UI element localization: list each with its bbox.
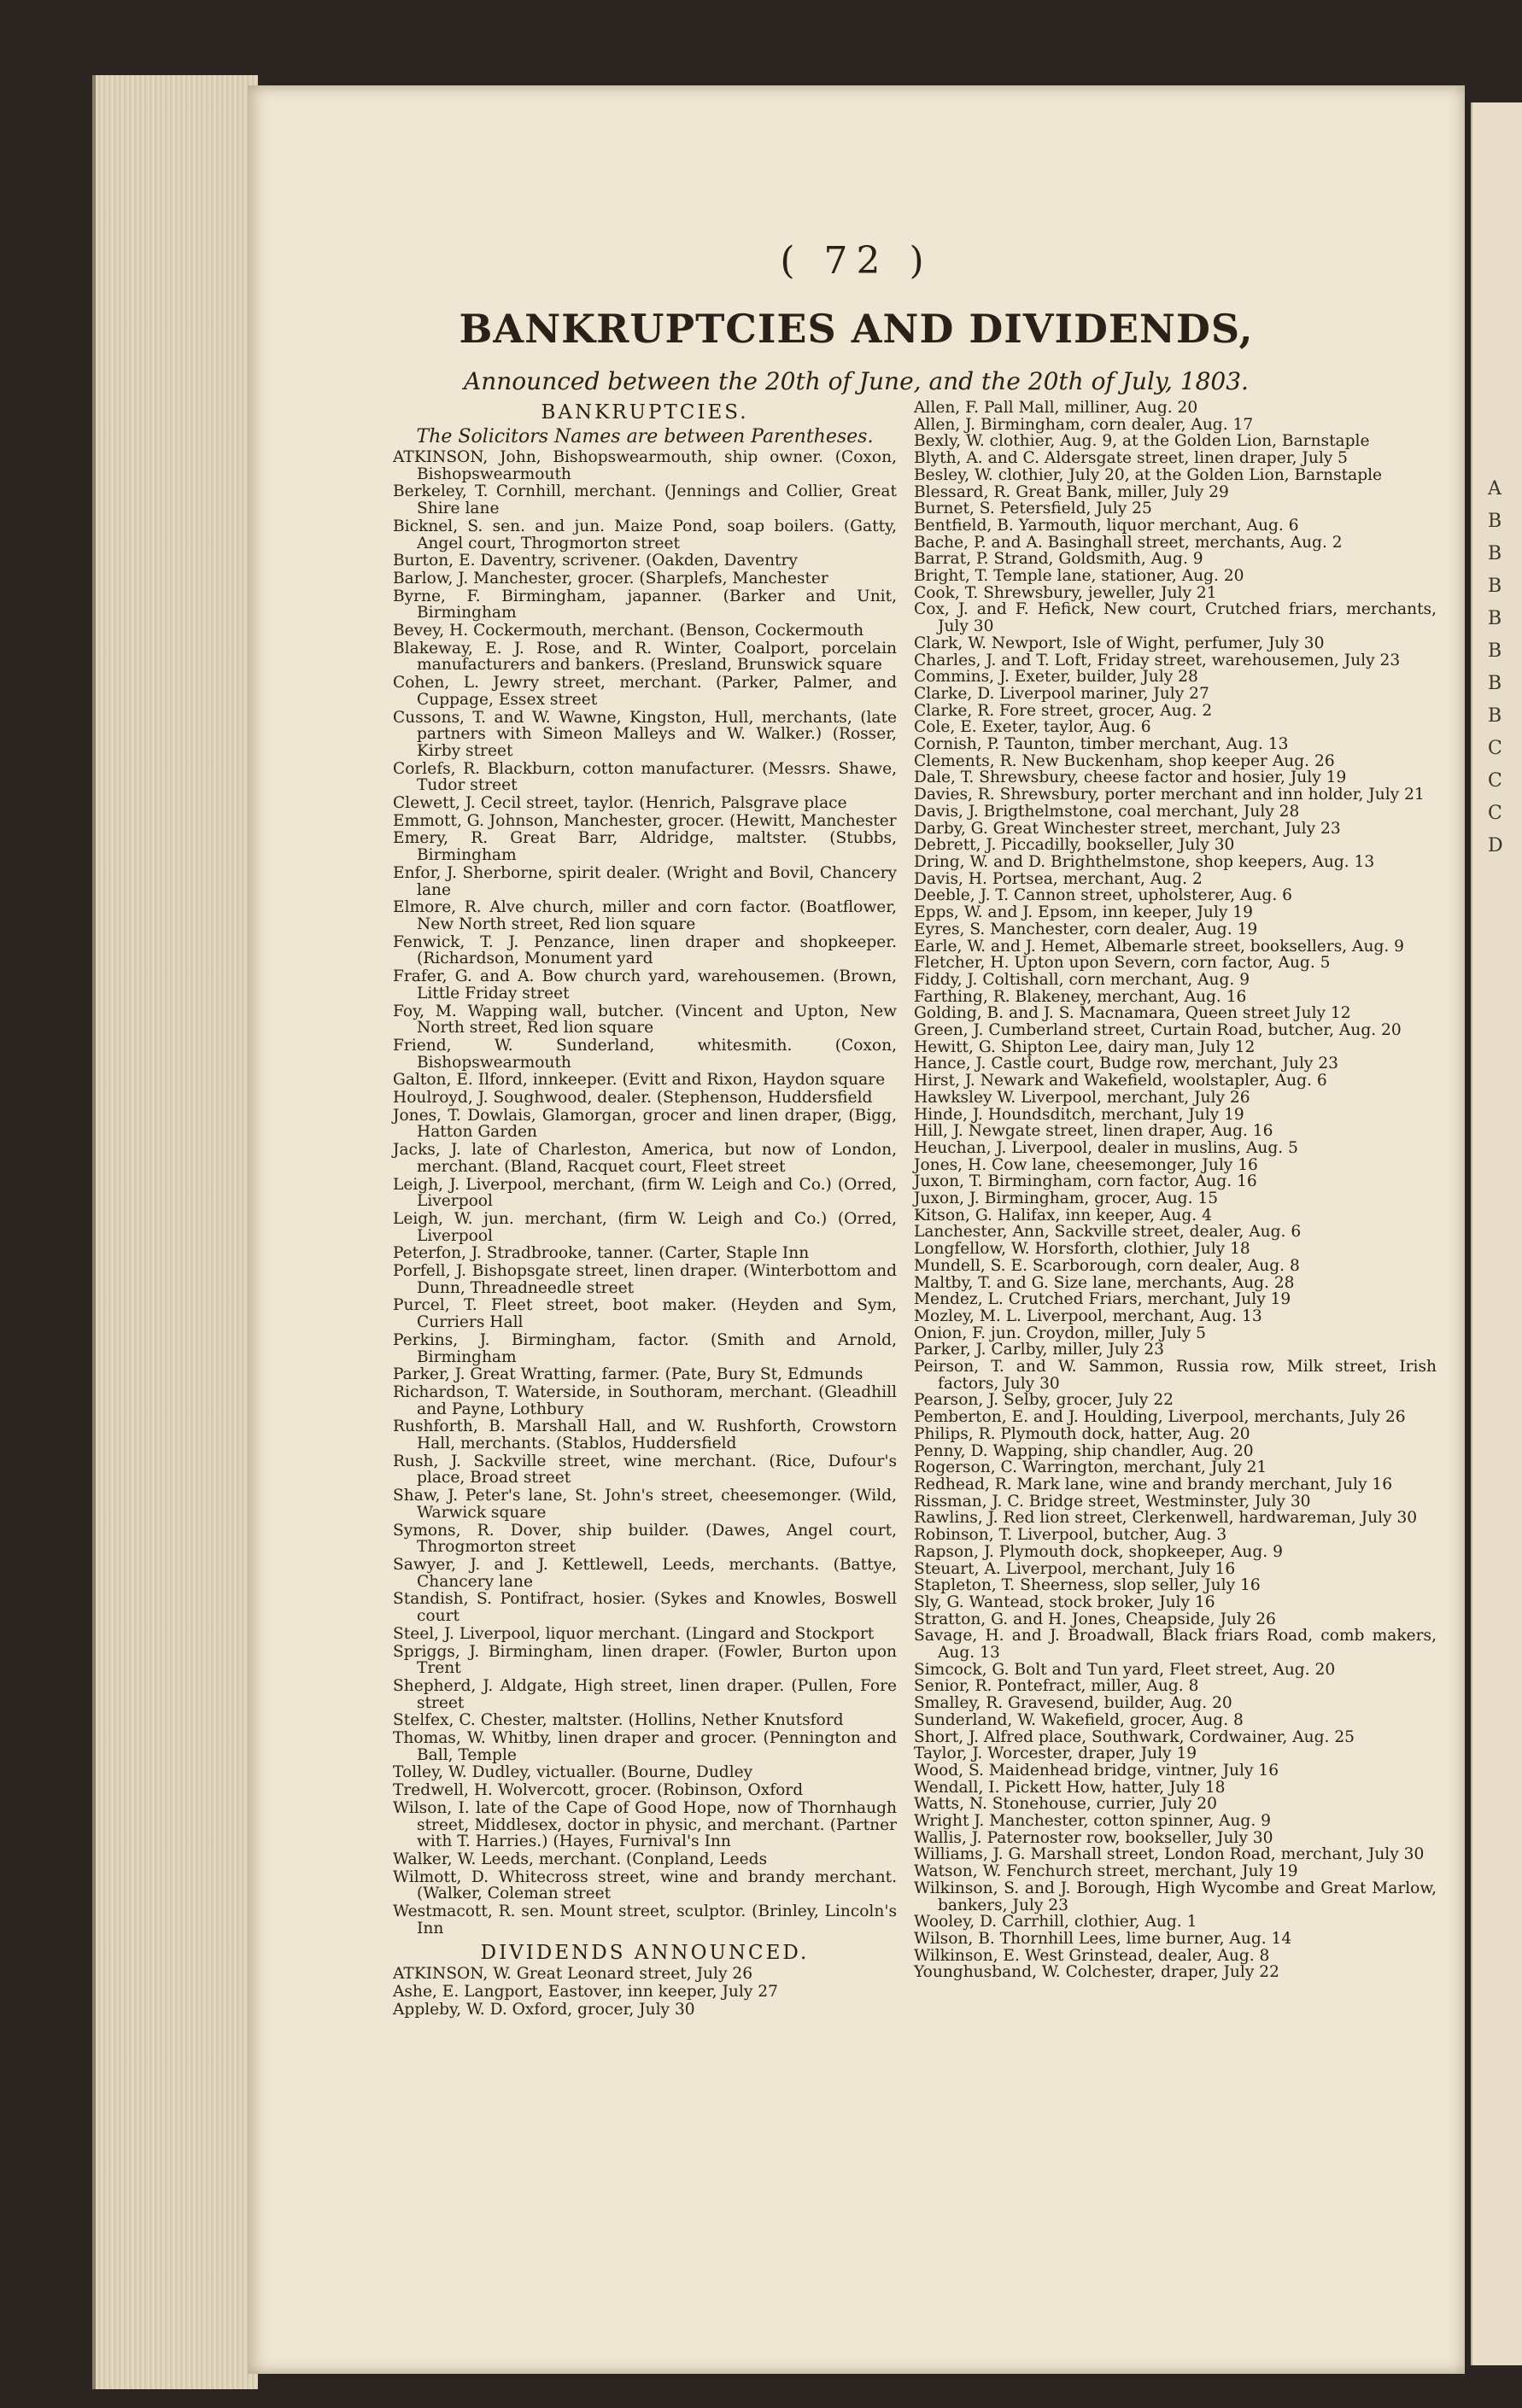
dividend-entry: Pemberton, E. and J. Houlding, Liverpool, merchants, July 26 — [914, 1408, 1406, 1427]
bankruptcy-entry: Steel, J. Liverpool, liquor merchant. (Lingard and Stockport — [393, 1624, 875, 1643]
dividends-heading: DIVIDENDS ANNOUNCED. — [480, 1942, 810, 1965]
dividend-entry: Jones, H. Cow lane, cheesemonger, July 16 — [914, 1155, 1258, 1174]
bankruptcy-entry: Emery, R. Great Barr, Aldridge, maltster. (Stubbs, Birmingham — [393, 829, 897, 865]
dividend-entry: Rawlins, J. Red lion street, Clerkenwell, hardwareman, July 30 — [914, 1509, 1418, 1528]
dividend-entry: Davis, H. Portsea, merchant, Aug. 2 — [914, 869, 1203, 888]
dividend-entry: Hewitt, G. Shipton Lee, dairy man, July 12 — [914, 1037, 1256, 1056]
next-page-letter: A — [1488, 478, 1502, 500]
dividend-entry: Golding, B. and J. S. Macnamara, Queen street July 12 — [914, 1004, 1351, 1023]
bankruptcy-entry: Corlefs, R. Blackburn, cotton manufacturer. (Messrs. Shawe, Tudor street — [393, 759, 897, 795]
bankruptcies-heading: BANKRUPTCIES. — [541, 401, 749, 424]
dividend-entry: Davies, R. Shrewsbury, porter merchant and inn holder, July 21 — [914, 786, 1425, 804]
bankruptcy-entry: Tredwell, H. Wolvercott, grocer. (Robinson, Oxford — [393, 1781, 804, 1800]
dividend-entry: Rogerson, C. Warrington, merchant, July 21 — [914, 1458, 1267, 1477]
bankruptcy-entry: Foy, M. Wapping wall, butcher. (Vincent and Upton, New North street, Red lion square — [393, 1002, 897, 1037]
dividend-list-continued — [914, 400, 1437, 1981]
bankruptcy-entry: Frafer, G. and A. Bow church yard, warehousemen. (Brown, Little Friday street — [393, 967, 897, 1002]
page-title: BANKRUPTCIES AND DIVIDENDS, — [459, 306, 1254, 352]
dividend-entry: Rapson, J. Plymouth dock, shopkeeper, Aug. 9 — [914, 1542, 1283, 1561]
bankruptcy-entry: Rush, J. Sackville street, wine merchant. (Rice, Dufour's place, Broad street — [393, 1452, 897, 1487]
dividend-entry: Blessard, R. Great Bank, miller, July 29 — [914, 482, 1229, 501]
dividend-entry: Mendez, L. Crutched Friars, merchant, July 19 — [914, 1290, 1291, 1309]
dividend-entry: Heuchan, J. Liverpool, dealer in muslins, Aug. 5 — [914, 1138, 1298, 1157]
bankruptcy-entry: Westmacott, R. sen. Mount street, sculptor. (Brinley, Lincoln's Inn — [393, 1902, 897, 1938]
dividend-entry: Ashe, E. Langport, Eastover, inn keeper, July 27 — [393, 1983, 778, 2002]
bankruptcy-entry: Jones, T. Dowlais, Glamorgan, grocer and linen draper, (Bigg, Hatton Garden — [393, 1106, 897, 1142]
dividend-entry: Wilkinson, E. West Grinstead, dealer, Aug. 8 — [914, 1946, 1270, 1965]
next-page-letter: B — [1488, 705, 1502, 727]
dividend-entry: Bright, T. Temple lane, stationer, Aug. 20 — [914, 567, 1244, 586]
dividend-entry: Redhead, R. Mark lane, wine and brandy merchant, July 16 — [914, 1476, 1393, 1493]
bankruptcy-entry: Elmore, R. Alve church, miller and corn factor. (Boatflower, New North street, Red lion square — [393, 898, 897, 933]
next-page-edge — [1471, 102, 1522, 2365]
bankruptcy-entry: Clewett, J. Cecil street, taylor. (Henrich, Palsgrave place — [393, 794, 847, 813]
dividend-entry: Juxon, J. Birmingham, grocer, Aug. 15 — [914, 1189, 1219, 1208]
dividend-entry: Clarke, D. Liverpool mariner, July 27 — [914, 684, 1209, 703]
left-column — [393, 400, 897, 2019]
next-page-letter: B — [1488, 543, 1502, 564]
dividend-entry: Wood, S. Maidenhead bridge, vintner, July 16 — [914, 1761, 1279, 1780]
bankruptcy-entry: Porfell, J. Bishopsgate street, linen draper. (Winterbottom and Dunn, Threadneedle street — [393, 1262, 897, 1297]
bankruptcy-entry: Cussons, T. and W. Wawne, Kingston, Hull, merchants, (late partners with Simeon Malleys and W. Walker.) (Rosser, Kirby street — [393, 708, 897, 760]
dividend-entry: Robinson, T. Liverpool, butcher, Aug. 3 — [914, 1526, 1227, 1545]
solicitors-note: The Solicitors Names are between Parentheses. — [416, 426, 874, 447]
dividend-entry: Lanchester, Ann, Sackville street, dealer, Aug. 6 — [914, 1223, 1302, 1242]
dividend-entry: Wooley, D. Carrhill, clothier, Aug. 1 — [914, 1913, 1197, 1932]
dividend-entry: Clark, W. Newport, Isle of Wight, perfumer, July 30 — [914, 634, 1325, 652]
dividend-entry: Blyth, A. and C. Aldersgate street, linen draper, July 5 — [914, 449, 1349, 468]
bankruptcy-entry: Standish, S. Pontifract, hosier. (Sykes and Knowles, Boswell court — [393, 1590, 897, 1626]
dividend-entry: Hance, J. Castle court, Budge row, merchant, July 23 — [914, 1055, 1338, 1073]
dividend-entry: Clements, R. New Buckenham, shop keeper Aug. 26 — [914, 751, 1335, 770]
bankruptcy-entry: Stelfex, C. Chester, maltster. (Hollins, Nether Knutsford — [393, 1711, 844, 1730]
dividend-entry: Bache, P. and A. Basinghall street, merchants, Aug. 2 — [914, 533, 1343, 552]
bankruptcy-list — [393, 449, 897, 1937]
next-page-letter: D — [1488, 835, 1503, 856]
dividend-entry: Allen, F. Pall Mall, milliner, Aug. 20 — [914, 399, 1198, 417]
dividend-entry: Savage, H. and J. Broadwall, Black friars Road, comb makers, Aug. 13 — [914, 1627, 1437, 1663]
next-page-letter: B — [1488, 640, 1502, 662]
dividend-entry: Dring, W. and D. Brighthelmstone, shop keepers, Aug. 13 — [914, 852, 1375, 871]
dividend-entry: Clarke, R. Fore street, grocer, Aug. 2 — [914, 701, 1213, 720]
bankruptcy-entry: Leigh, J. Liverpool, merchant, (firm W. Leigh and Co.) (Orred, Liverpool — [393, 1175, 897, 1211]
dividend-entry: Steuart, A. Liverpool, merchant, July 16 — [914, 1559, 1236, 1578]
dividend-entry: Debrett, J. Piccadilly, bookseller, July 30 — [914, 836, 1235, 855]
bankruptcy-entry: Peterfon, J. Stradbrooke, tanner. (Carter, Staple Inn — [393, 1244, 810, 1263]
dividend-entry: Williams, J. G. Marshall street, London Road, merchant, July 30 — [914, 1845, 1425, 1864]
bankruptcy-entry: Walker, W. Leeds, merchant. (Conpland, Leeds — [393, 1850, 768, 1868]
dividend-entry: Watson, W. Fenchurch street, merchant, July 19 — [914, 1862, 1298, 1881]
dividend-entry: Cook, T. Shrewsbury, jeweller, July 21 — [914, 583, 1217, 602]
right-column — [914, 400, 1437, 1981]
dividend-entry: Sly, G. Wantead, stock broker, July 16 — [914, 1593, 1215, 1611]
dividend-entry: Philips, R. Plymouth dock, hatter, Aug. 20 — [914, 1424, 1250, 1443]
bankruptcy-entry: Shepherd, J. Aldgate, High street, linen draper. (Pullen, Fore street — [393, 1676, 897, 1712]
dividend-entry: Bexly, W. clothier, Aug. 9, at the Golden Lion, Barnstaple — [914, 432, 1370, 451]
next-page-letter: B — [1488, 511, 1502, 532]
dividend-entry: Stratton, G. and H. Jones, Cheapside, July 26 — [914, 1610, 1276, 1628]
bankruptcy-entry: Berkeley, T. Cornhill, merchant. (Jennings and Collier, Great Shire lane — [393, 482, 897, 518]
dividend-entry: Fletcher, H. Upton upon Severn, corn factor, Aug. 5 — [914, 954, 1331, 973]
book-page — [248, 85, 1465, 2374]
dividend-entry: Cornish, P. Taunton, timber merchant, Aug. 13 — [914, 735, 1289, 754]
bankruptcy-entry: Fenwick, T. J. Penzance, linen draper and shopkeeper. (Richardson, Monument yard — [393, 932, 897, 968]
dividend-entry: Deeble, J. T. Cannon street, upholsterer, Aug. 6 — [914, 886, 1292, 905]
dividend-entry: Taylor, J. Worcester, draper, July 19 — [914, 1745, 1197, 1763]
page-number: ( 72 ) — [780, 239, 933, 283]
bankruptcy-entry: Rushforth, B. Marshall Hall, and W. Rushforth, Crowstorn Hall, merchants. (Stablos, Huddersfield — [393, 1417, 897, 1453]
dividend-entry: Younghusband, W. Colchester, draper, July 22 — [914, 1963, 1279, 1982]
dividend-entry: Farthing, R. Blakeney, merchant, Aug. 16 — [914, 987, 1247, 1006]
bankruptcy-entry: Spriggs, J. Birmingham, linen draper. (Fowler, Burton upon Trent — [393, 1642, 897, 1678]
page-subtitle: Announced between the 20th of June, and the 20th of July, 1803. — [464, 367, 1249, 395]
dividend-entry: Commins, J. Exeter, builder, July 28 — [914, 668, 1198, 687]
bankruptcy-entry: Friend, W. Sunderland, whitesmith. (Coxon, Bishopswearmouth — [393, 1036, 897, 1072]
dividend-entry: Fiddy, J. Coltishall, corn merchant, Aug. 9 — [914, 970, 1250, 989]
dividend-entry: Onion, F. jun. Croydon, miller, July 5 — [914, 1324, 1206, 1342]
next-page-letter: B — [1488, 673, 1502, 694]
dividend-entry: Rissman, J. C. Bridge street, Westminster, July 30 — [914, 1492, 1311, 1511]
dividend-entry: Parker, J. Carlby, miller, July 23 — [914, 1341, 1164, 1359]
dividend-entry: Hirst, J. Newark and Wakefield, woolstapler, Aug. 6 — [914, 1072, 1327, 1090]
bankruptcy-entry: Purcel, T. Fleet street, boot maker. (Heyden and Sym, Curriers Hall — [393, 1296, 897, 1332]
bankruptcy-entry: Enfor, J. Sherborne, spirit dealer. (Wright and Bovil, Chancery lane — [393, 863, 897, 899]
dividend-entry: Mozley, M. L. Liverpool, merchant, Aug. 13 — [914, 1306, 1262, 1325]
dividend-entry: Kitson, G. Halifax, inn keeper, Aug. 4 — [914, 1206, 1212, 1224]
bankruptcy-entry: Sawyer, J. and J. Kettlewell, Leeds, merchants. (Battye, Chancery lane — [393, 1556, 897, 1591]
dividend-entry: Dale, T. Shrewsbury, cheese factor and hosier, July 19 — [914, 769, 1347, 787]
dividend-entry: Burnet, S. Petersfield, July 25 — [914, 500, 1152, 518]
dividend-entry: Hawksley W. Liverpool, merchant, July 26 — [914, 1088, 1250, 1107]
dividend-entry: Bentfield, B. Yarmouth, liquor merchant, Aug. 6 — [914, 516, 1299, 535]
bankruptcy-entry: Houlroyd, J. Soughwood, dealer. (Stephenson, Huddersfield — [393, 1089, 873, 1108]
dividend-entry: Wallis, J. Paternoster row, bookseller, July 30 — [914, 1828, 1273, 1847]
dividend-entry: Mundell, S. E. Scarborough, corn dealer, Aug. 8 — [914, 1256, 1300, 1275]
next-page-letter: C — [1488, 738, 1502, 759]
next-page-letter: C — [1488, 770, 1502, 792]
bankruptcy-entry: Perkins, J. Birmingham, factor. (Smith and Arnold, Birmingham — [393, 1330, 897, 1366]
next-page-letter: B — [1488, 608, 1502, 629]
bankruptcy-entry: Blakeway, E. J. Rose, and R. Winter, Coalport, porcelain manufacturers and bankers. (Presland, Brunswick square — [393, 639, 897, 675]
bankruptcy-entry: Shaw, J. Peter's lane, St. John's street, cheesemonger. (Wild, Warwick square — [393, 1487, 897, 1522]
bankruptcy-entry: ATKINSON, John, Bishopswearmouth, ship owner. (Coxon, Bishopswearmouth — [393, 448, 897, 483]
dividend-entry: Earle, W. and J. Hemet, Albemarle street, booksellers, Aug. 9 — [914, 937, 1405, 956]
dividend-entry: Sunderland, W. Wakefield, grocer, Aug. 8 — [914, 1710, 1244, 1729]
dividend-entry: Maltby, T. and G. Size lane, merchants, Aug. 28 — [914, 1273, 1295, 1292]
bankruptcy-entry: Barlow, J. Manchester, grocer. (Sharplefs, Manchester — [393, 569, 828, 587]
dividend-entry: Wilson, B. Thornhill Lees, lime burner, Aug. 14 — [914, 1929, 1292, 1948]
dividend-entry: Wright J. Manchester, cotton spinner, Aug. 9 — [914, 1812, 1271, 1831]
bankruptcy-entry: Jacks, J. late of Charleston, America, but now of London, merchant. (Bland, Racquet court, Fleet street — [393, 1141, 897, 1176]
dividend-entry: Allen, J. Birmingham, corn dealer, Aug. 17 — [914, 415, 1254, 434]
dividend-entry: Hill, J. Newgate street, linen draper, Aug. 16 — [914, 1122, 1273, 1141]
dividend-entry: Eyres, S. Manchester, corn dealer, Aug. 19 — [914, 920, 1258, 938]
bankruptcy-entry: Emmott, G. Johnson, Manchester, grocer. (Hewitt, Manchester — [393, 811, 897, 830]
dividend-entry: Darby, G. Great Winchester street, merchant, July 23 — [914, 819, 1341, 838]
bankruptcy-entry: Symons, R. Dover, ship builder. (Dawes, Angel court, Throgmorton street — [393, 1521, 897, 1557]
dividend-entry: ATKINSON, W. Great Leonard street, July 26 — [393, 1965, 753, 1984]
dividend-entry: Charles, J. and T. Loft, Friday street, warehousemen, July 23 — [914, 651, 1401, 669]
dividend-list — [393, 1966, 897, 2018]
bankruptcy-entry: Cohen, L. Jewry street, merchant. (Parker, Palmer, and Cuppage, Essex street — [393, 674, 897, 709]
dividend-entry: Watts, N. Stonehouse, currier, July 20 — [914, 1795, 1217, 1814]
dividend-entry: Green, J. Cumberland street, Curtain Road, butcher, Aug. 20 — [914, 1021, 1402, 1040]
bankruptcy-entry: Galton, E. Ilford, innkeeper. (Evitt and Rixon, Haydon square — [393, 1071, 886, 1090]
bankruptcy-entry: Tolley, W. Dudley, victualler. (Bourne, Dudley — [393, 1763, 753, 1782]
dividend-entry: Pearson, J. Selby, grocer, July 22 — [914, 1391, 1174, 1410]
dividend-entry: Appleby, W. D. Oxford, grocer, July 30 — [393, 2000, 695, 2019]
dividend-entry: Longfellow, W. Horsforth, clothier, July 18 — [914, 1240, 1250, 1259]
dividend-entry: Wilkinson, S. and J. Borough, High Wycombe and Great Marlow, bankers, July 23 — [914, 1879, 1437, 1914]
bankruptcy-entry: Bevey, H. Cockermouth, merchant. (Benson, Cockermouth — [393, 622, 864, 640]
bankruptcy-entry: Byrne, F. Birmingham, japanner. (Barker and Unit, Birmingham — [393, 587, 897, 622]
bankruptcy-entry: Burton, E. Daventry, scrivener. (Oakden, Daventry — [393, 552, 798, 570]
dividend-entry: Cole, E. Exeter, taylor, Aug. 6 — [914, 718, 1151, 737]
dividend-entry: Peirson, T. and W. Sammon, Russia row, Milk street, Irish factors, July 30 — [914, 1358, 1437, 1393]
dividend-entry: Davis, J. Brigthelmstone, coal merchant, July 28 — [914, 802, 1300, 821]
dividend-entry: Short, J. Alfred place, Southwark, Cordwainer, Aug. 25 — [914, 1727, 1355, 1746]
bankruptcy-entry: Wilmott, D. Whitecross street, wine and brandy merchant. (Walker, Coleman street — [393, 1867, 897, 1903]
dividend-entry: Wendall, I. Pickett How, hatter, July 18 — [914, 1778, 1226, 1797]
bankruptcy-entry: Richardson, T. Waterside, in Southoram, merchant. (Gleadhill and Payne, Lothbury — [393, 1382, 897, 1418]
dividend-entry: Cox, J. and F. Hefick, New court, Crutched friars, merchants, July 30 — [914, 600, 1437, 636]
dividend-entry: Epps, W. and J. Epsom, inn keeper, July 19 — [914, 903, 1253, 922]
dividend-entry: Simcock, G. Bolt and Tun yard, Fleet street, Aug. 20 — [914, 1660, 1336, 1679]
bankruptcy-entry: Leigh, W. jun. merchant, (firm W. Leigh and Co.) (Orred, Liverpool — [393, 1209, 897, 1245]
bankruptcy-entry: Wilson, I. late of the Cape of Good Hope, now of Thornhaugh street, Middlesex, doctor in physic, and merchant. (Partner with T. Harries.) (Hayes, Furnival's Inn — [393, 1798, 897, 1851]
next-page-letter: C — [1488, 803, 1502, 824]
dividend-entry: Penny, D. Wapping, ship chandler, Aug. 20 — [914, 1441, 1254, 1460]
dividend-entry: Juxon, T. Birmingham, corn factor, Aug. 16 — [914, 1172, 1257, 1191]
bankruptcy-entry: Thomas, W. Whitby, linen draper and grocer. (Pennington and Ball, Temple — [393, 1729, 897, 1764]
bankruptcy-entry: Bicknel, S. sen. and jun. Maize Pond, soap boilers. (Gatty, Angel court, Throgmorton street — [393, 517, 897, 552]
dividend-entry: Besley, W. clothier, July 20, at the Golden Lion, Barnstaple — [914, 465, 1383, 484]
next-page-letter: B — [1488, 576, 1502, 597]
dividend-entry: Senior, R. Pontefract, miller, Aug. 8 — [914, 1677, 1199, 1696]
dividend-entry: Stapleton, T. Sheerness, slop seller, July 16 — [914, 1576, 1261, 1595]
dividend-entry: Hinde, J. Houndsditch, merchant, July 19 — [914, 1105, 1244, 1124]
dividend-entry: Barrat, P. Strand, Goldsmith, Aug. 9 — [914, 550, 1203, 569]
dividend-entry: Smalley, R. Gravesend, builder, Aug. 20 — [914, 1694, 1232, 1713]
book-page-edges — [92, 75, 258, 2389]
bankruptcy-entry: Parker, J. Great Wratting, farmer. (Pate, Bury St, Edmunds — [393, 1365, 863, 1384]
